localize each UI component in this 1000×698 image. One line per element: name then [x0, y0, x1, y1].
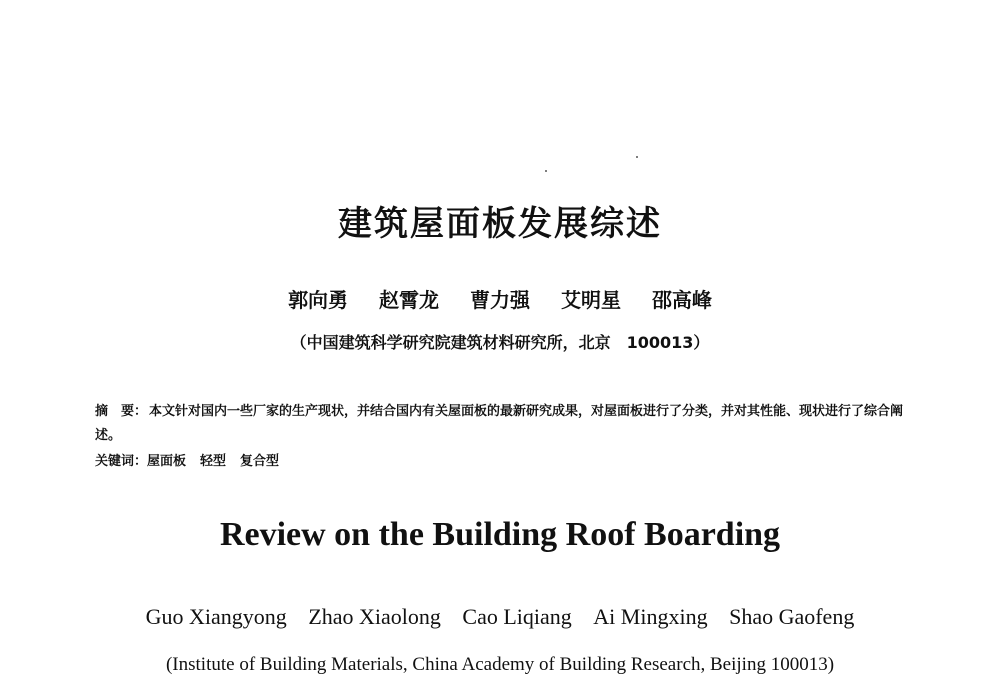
abstract-text: 本文针对国内一些厂家的生产现状，并结合国内有关屋面板的最新研究成果，对屋面板进行了分类，并对其性能、现状进行了综合阐述。: [95, 404, 904, 443]
scan-speck: [636, 156, 638, 158]
author-name-en: Cao Liqiang: [462, 604, 572, 629]
author-name-en: Guo Xiangyong: [145, 604, 287, 629]
author-name: 赵霄龙: [379, 288, 440, 312]
author-name: 郭向勇: [288, 288, 349, 312]
authors-english: [0, 604, 1000, 630]
abstract: [95, 400, 915, 448]
keywords: [95, 450, 915, 474]
author-name-en: Ai Mingxing: [593, 604, 708, 629]
author-name-en: Zhao Xiaolong: [308, 604, 441, 629]
keyword: 轻型: [200, 454, 227, 469]
keyword: 复合型: [240, 454, 280, 469]
affiliation-chinese: （中国建筑科学研究院建筑材料研究所，北京 100013）: [290, 333, 710, 352]
abstract-label: 摘 要：: [95, 404, 148, 419]
author-name: 曹力强: [470, 288, 530, 312]
scan-speck: [545, 170, 547, 172]
author-name: 邵高峰: [651, 288, 712, 312]
keyword: 屋面板: [147, 454, 187, 469]
keywords-label: 关键词：: [95, 454, 148, 469]
title-chinese: 建筑屋面板发展综述: [338, 204, 662, 244]
author-name: 艾明星: [560, 288, 621, 312]
title-english: Review on the Building Roof Boarding: [219, 516, 781, 553]
author-name-en: Shao Gaofeng: [729, 604, 855, 629]
authors-chinese: [0, 284, 1000, 313]
affiliation-english: (Institute of Building Materials, China Academy of Building Research, Beijing 100013): [165, 654, 835, 675]
